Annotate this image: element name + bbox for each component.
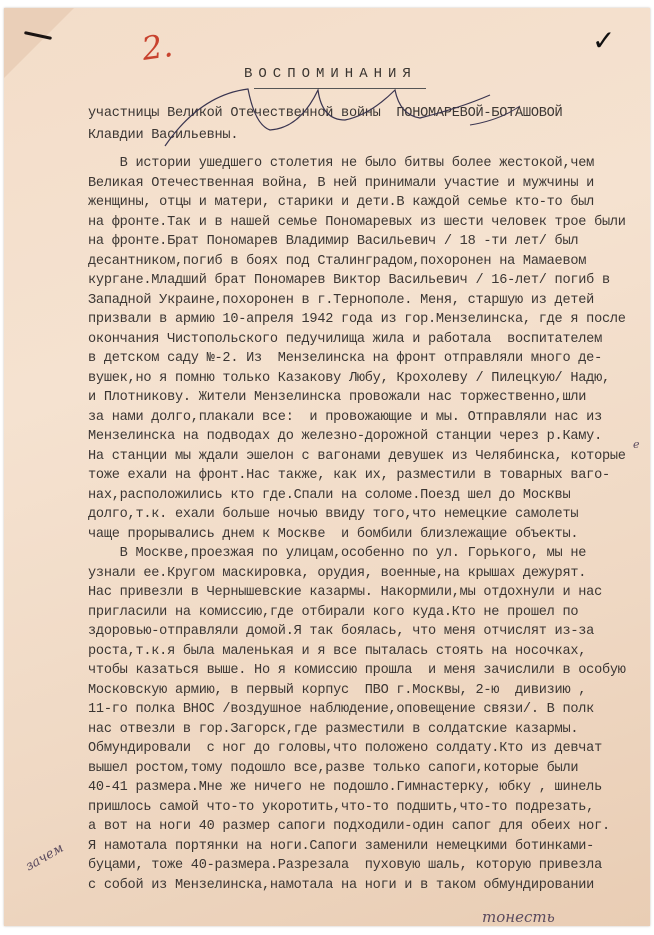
body-line: женщины, отцы и матери, старики и дети.В каждой семье кто-то был — [88, 195, 595, 210]
body-line: в детском саду №-2. Из Мензелинска на фронт отправляли много де- — [88, 351, 602, 366]
body-line: окончания Чистопольского педучилища жила и работала воспитателем — [88, 331, 602, 347]
subtitle-line: Клавдии Васильевны. — [88, 128, 239, 143]
subtitle-line: участницы Великой Отечественной войны ПОНОМАРЕВОЙ-БОТАШОВОЙ — [88, 106, 563, 121]
folded-corner — [4, 8, 74, 78]
check-mark-icon: ✓ — [592, 24, 616, 57]
body-line: Мензелинска на подводах до железно-дорожной станции через р.Каму. — [88, 429, 602, 444]
body-line: тоже ехали на фронт.Нас также, как их, разместили в товарных ваго- — [88, 468, 610, 483]
body-line: Московскую армию, в первый корпус ПВО г.Москвы, 2-ю дивизию , — [88, 682, 587, 698]
document-title: ВОСПОМИНАНИЯ — [244, 66, 417, 82]
body-line: В истории ушедшего столетия не было битвы более жестокой,чем — [88, 156, 595, 171]
body-line: буцами, тоже 40-размера.Разрезала пуховую шаль, которую привезла — [88, 858, 602, 873]
body-line: 11-го полка ВНОС /воздушное наблюдение,оповещение связи/. В полк — [88, 702, 595, 717]
body-line: а вот на ноги 40 размер сапоги подходили-один сапог для обеих ног. — [88, 819, 610, 834]
body-line: В Москве,проезжая по улицам,особенно по ул. Горького, мы не — [88, 546, 587, 561]
body-line: и Плотникову. Жители Мензелинска провожали нас торжественно,шли — [88, 390, 587, 405]
body-line: чтобы казаться выше. Но я комиссию прошла и меня зачислили в особую — [88, 663, 626, 678]
body-line: на фронте.Брат Пономарев Владимир Васильевич / 18 -ти лет/ был — [88, 234, 579, 249]
handwritten-bottom-note: тонесть — [482, 908, 555, 926]
body-line: нас отвезли в гор.Загорск,где разместили в солдатские казармы. — [88, 721, 579, 737]
body-line: Нас привезли в Чернышевские казармы. Накормили,мы отдохнули и нас — [88, 585, 602, 600]
body-line: узнали ее.Кругом маскировка, орудия, военные,на крышах дежурят. — [88, 565, 587, 581]
body-line: нах,расположились кто где.Спали на соломе.Поезд шел до Москвы — [88, 487, 571, 503]
body-line: десантником,погиб в боях под Сталинградом,похоронен на Мамаевом — [88, 253, 587, 269]
body-line: Великая Отечественная война, В ней принимали участие и мужчины и — [88, 175, 595, 191]
body-line: призвали в армию 10-апреля 1942 года из гор.Мензелинска, где я после — [88, 312, 626, 327]
body-line: чаще прорывались днем к Москве и бомбили близлежащие объекты. — [88, 526, 579, 542]
body-line: Обмундировали с ног до головы,что положено солдату.Кто из девчат — [88, 741, 602, 756]
body-line: вушек,но я помню только Казакову Любу, Крохолеву / Пилецкую/ Надю, — [88, 370, 610, 386]
body-line: пришлось самой что-то укоротить,что-то подшить,что-то подрезать, — [88, 799, 595, 815]
body-line: 40-41 размера.Мне же ничего не подошло.Гимнастерку, юбку , шинель — [88, 780, 602, 795]
body-line: на фронте.Так и в нашей семье Пономаревых из шести человек трое были — [88, 214, 626, 230]
body-line: Я намотала портянки на ноги.Сапоги заменили немецкими ботинками- — [88, 838, 595, 854]
body-line: На станции мы ждали эшелон с вагонами девушек из Челябинска, которые — [88, 448, 626, 464]
body-line: пригласили на комиссию,где отбирали кого куда.Кто не прошел по — [88, 604, 579, 620]
handwritten-correction: е — [633, 438, 640, 451]
body-line: кургане.Младший брат Пономарев Виктор Васильевич / 16-лет/ погиб в — [88, 273, 610, 288]
body-line: за нами долго,плакали все: и провожающие и мы. Отправляли нас из — [88, 409, 602, 425]
body-line: Западной Украине,похоронен в г.Тернополе. Меня, старшую из детей — [88, 292, 595, 308]
title-underline — [254, 88, 426, 89]
body-line: здоровью-отправляли домой.Я так боялась, что меня отчислят из-за — [88, 624, 595, 639]
body-line: с собой из Мензелинска,намотала на ноги и в таком обмундировании — [88, 877, 595, 893]
body-line: роста,т.к.я была маленькая и я все пыталась стоять на носочках, — [88, 643, 587, 659]
body-line: долго,т.к. ехали больше ночью ввиду того,что немецкие самолеты — [88, 507, 579, 522]
handwritten-margin-note: зачем — [23, 840, 67, 875]
body-line: вышел ростом,тому подошло все,разве только сапоги,которые были — [88, 760, 579, 776]
handwritten-page-number: 2. — [139, 26, 176, 68]
